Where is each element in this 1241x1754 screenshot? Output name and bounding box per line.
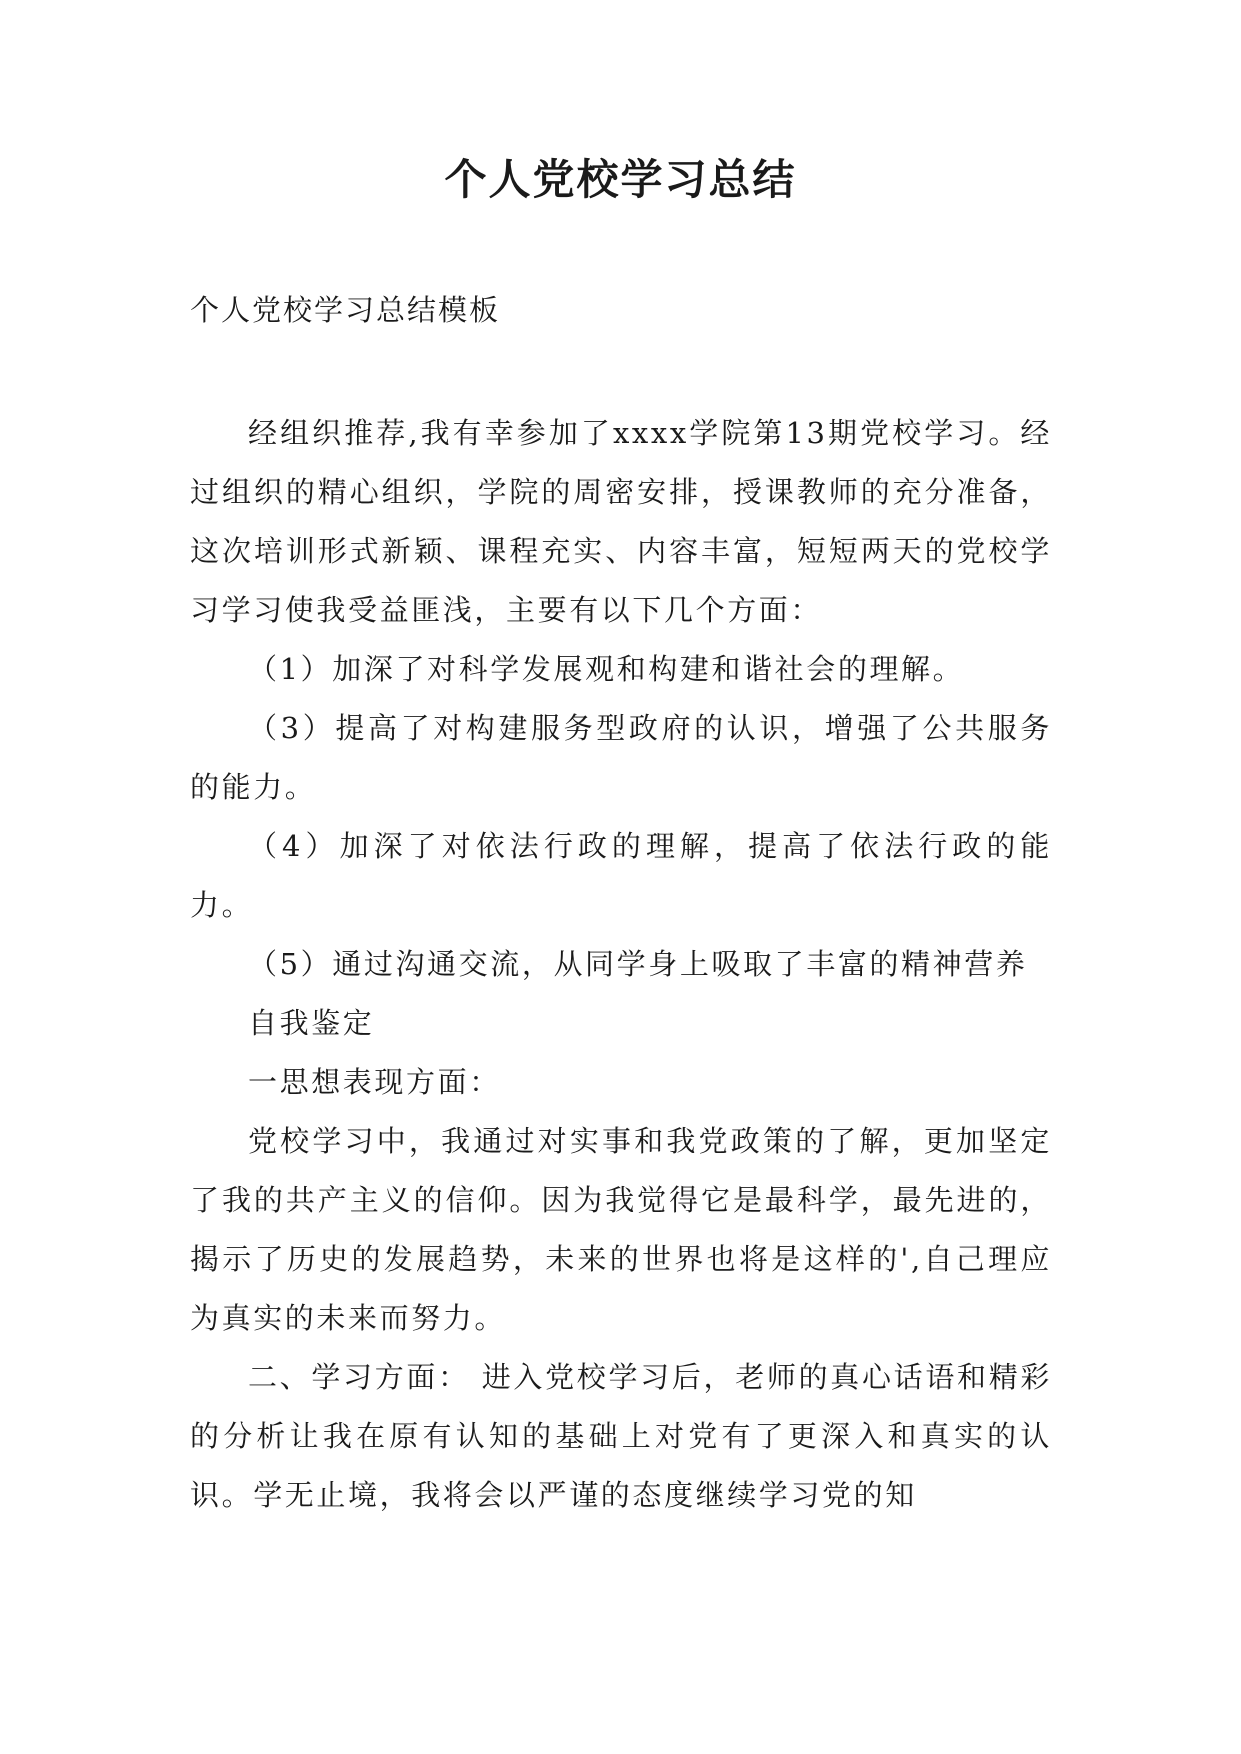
- paragraph-thought: 党校学习中，我通过对实事和我党政策的了解，更加坚定了我的共产主义的信仰。因为我觉得它是最科学，最先进的，揭示了历史的发展趋势，未来的世界也将是这样的',自己理应为真实的未来而努力。: [190, 1124, 1052, 1335]
- paragraph-item-4: （4）加深了对依法行政的理解，提高了依法行政的能力。: [190, 829, 1052, 922]
- paragraph-item-1: （1）加深了对科学发展观和构建和谐社会的理解。: [248, 652, 965, 686]
- paragraph-thought-heading: 一思想表现方面：: [248, 1065, 501, 1099]
- document-body: [190, 404, 1052, 1525]
- paragraph-self-assessment-heading: 自我鉴定: [248, 1006, 375, 1040]
- paragraph-study: 二、学习方面： 进入党校学习后，老师的真心话语和精彩的分析让我在原有认知的基础上对党有了更深入和真实的认识。学无止境，我将会以严谨的态度继续学习党的知: [190, 1360, 1052, 1512]
- paragraph-intro: 经组织推荐,我有幸参加了xxxx学院第13期党校学习。经过组织的精心组织，学院的周密安排，授课教师的充分准备，这次培训形式新颖、课程充实、内容丰富，短短两天的党校学习学习使我受益匪浅，主要有以下几个方面：: [190, 416, 1052, 627]
- document-subtitle: 个人党校学习总结模板: [190, 293, 501, 327]
- paragraph-item-3: （3）提高了对构建服务型政府的认识，增强了公共服务的能力。: [190, 711, 1052, 804]
- document-title: 个人党校学习总结: [444, 155, 797, 204]
- paragraph-item-5: （5）通过沟通交流，从同学身上吸取了丰富的精神营养: [248, 947, 1028, 981]
